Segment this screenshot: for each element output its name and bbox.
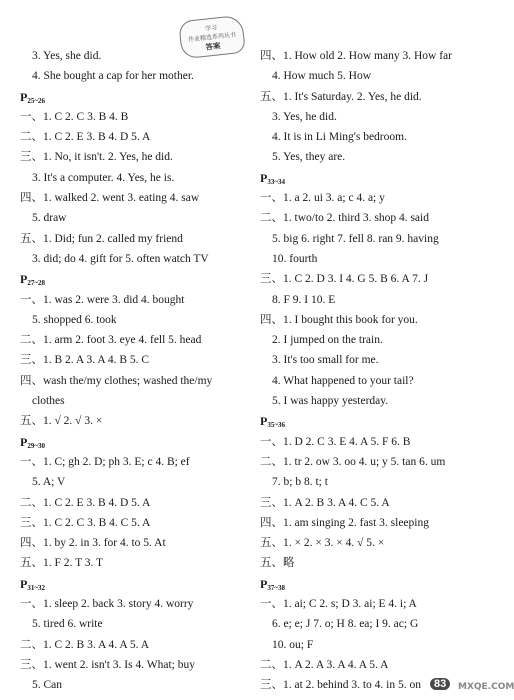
answer-line: 5. A; V bbox=[32, 476, 66, 489]
answer-line: 3. Yes, she did. bbox=[32, 50, 102, 62]
answer-line: 7. b; b 8. t; t bbox=[272, 476, 328, 489]
watermark: MXQE.COM bbox=[458, 682, 514, 692]
answer-line: 一、1. C 2. C 3. B 4. B bbox=[20, 110, 129, 123]
answer-line: 一、1. ai; C 2. s; D 3. ai; E 4. i; A bbox=[260, 598, 417, 611]
answer-line: 5. draw bbox=[32, 212, 67, 225]
answer-line: 二、1. C 2. E 3. B 4. D 5. A bbox=[20, 496, 151, 509]
answer-line: 4. It is in Li Ming's bedroom. bbox=[272, 131, 407, 144]
answer-line: 5. Yes, they are. bbox=[272, 151, 346, 164]
stamp-line-3: 答案 bbox=[205, 41, 221, 52]
answer-line: 2. I jumped on the train. bbox=[272, 334, 383, 347]
answer-line: 二、1. two/to 2. third 3. shop 4. said bbox=[260, 212, 429, 225]
section-page-range: 35~36 bbox=[267, 421, 285, 430]
answer-line: 四、1. by 2. in 3. for 4. to 5. At bbox=[20, 537, 166, 550]
section-heading bbox=[20, 574, 252, 594]
answer-line: 三、1. C 2. D 3. I 4. G 5. B 6. A 7. J bbox=[260, 273, 429, 286]
answer-line: 一、1. C; gh 2. D; ph 3. E; c 4. B; ef bbox=[20, 455, 190, 468]
section-page-range: 25~26 bbox=[27, 96, 45, 105]
answer-line: 10. fourth bbox=[272, 252, 318, 265]
answer-line: 二、1. A 2. A 3. A 4. A 5. A bbox=[260, 658, 389, 671]
section-heading bbox=[20, 432, 252, 452]
section-page-label: P bbox=[260, 576, 268, 591]
answer-line: 5. big 6. right 7. fell 8. ran 9. having bbox=[272, 232, 439, 245]
answer-line: 五、1. × 2. × 3. × 4. √ 5. × bbox=[260, 537, 385, 550]
answer-line: 5. shopped 6. took bbox=[32, 313, 117, 326]
answer-line: 一、1. D 2. C 3. E 4. A 5. F 6. B bbox=[260, 435, 411, 448]
answer-line: 一、1. was 2. were 3. did 4. bought bbox=[20, 293, 185, 306]
section-page-range: 31~32 bbox=[27, 583, 45, 592]
answer-line: 4. What happened to your tail? bbox=[272, 374, 414, 387]
answer-line: 3. Yes, he did. bbox=[272, 110, 337, 123]
answer-line: 三、1. No, it isn't. 2. Yes, he did. bbox=[20, 151, 173, 164]
answer-line: clothes bbox=[32, 395, 65, 408]
answer-line: 3. did; do 4. gift for 5. often watch TV bbox=[32, 252, 209, 265]
answer-line: 6. e; e; J 7. o; H 8. ea; I 9. ac; G bbox=[272, 618, 419, 631]
answer-line: 5. Can bbox=[32, 679, 63, 692]
section-page-label: P bbox=[20, 434, 28, 449]
section-page-label: P bbox=[20, 576, 28, 591]
answer-line: 二、1. arm 2. foot 3. eye 4. fell 5. head bbox=[20, 334, 202, 347]
right-column bbox=[260, 46, 492, 696]
answer-line: 3. It's too small for me. bbox=[272, 354, 379, 367]
answer-line: 五、略 bbox=[260, 557, 295, 570]
answer-line: 五、1. It's Saturday. 2. Yes, he did. bbox=[260, 90, 422, 103]
answer-line: 二、1. tr 2. ow 3. oo 4. u; y 5. tan 6. um bbox=[260, 455, 446, 468]
answer-line: 三、1. at 2. behind 3. to 4. in 5. on bbox=[260, 679, 421, 692]
section-page-range: 37~38 bbox=[267, 583, 285, 592]
section-heading bbox=[20, 87, 252, 107]
section-page-label: P bbox=[20, 89, 28, 104]
section-page-label: P bbox=[20, 272, 28, 287]
answer-line: 5. tired 6. write bbox=[32, 618, 103, 631]
answer-line: 二、1. C 2. E 3. B 4. D 5. A bbox=[20, 131, 151, 144]
answer-line: 四、1. am singing 2. fast 3. sleeping bbox=[260, 516, 429, 529]
section-heading bbox=[260, 574, 492, 594]
answer-line: 三、1. A 2. B 3. A 4. C 5. A bbox=[260, 496, 390, 509]
answer-line: 五、1. F 2. T 3. T bbox=[20, 557, 104, 570]
answer-line: 4. She bought a cap for her mother. bbox=[32, 70, 194, 83]
section-heading bbox=[20, 269, 252, 289]
section-page-range: 27~28 bbox=[27, 279, 45, 288]
answer-line: 3. It's a computer. 4. Yes, he is. bbox=[32, 171, 175, 184]
answer-line: 五、1. √ 2. √ 3. × bbox=[20, 415, 103, 428]
answer-line: 三、1. C 2. C 3. B 4. C 5. A bbox=[20, 516, 151, 529]
answer-line: 四、1. I bought this book for you. bbox=[260, 313, 418, 326]
answer-line: 三、1. went 2. isn't 3. Is 4. What; buy bbox=[20, 658, 195, 671]
section-heading bbox=[260, 168, 492, 188]
section-page-range: 29~30 bbox=[27, 441, 45, 450]
answer-line: 一、1. sleep 2. back 3. story 4. worry bbox=[20, 598, 194, 611]
answer-line: 5. I was happy yesterday. bbox=[272, 395, 389, 408]
answer-line: 四、wash the/my clothes; washed the/my bbox=[20, 374, 213, 387]
section-page-label: P bbox=[260, 414, 268, 429]
answer-line: 三、1. B 2. A 3. A 4. B 5. C bbox=[20, 354, 150, 367]
answer-line: 四、1. How old 2. How many 3. How far bbox=[260, 50, 452, 62]
left-column bbox=[20, 46, 252, 696]
stamp-line-1: 学习 bbox=[204, 24, 218, 33]
page-number: 83 bbox=[430, 678, 450, 690]
answer-line: 10. ou; F bbox=[272, 638, 314, 651]
answer-line: 4. How much 5. How bbox=[272, 70, 372, 83]
answer-line: 五、1. Did; fun 2. called my friend bbox=[20, 232, 183, 245]
section-heading bbox=[260, 411, 492, 431]
answer-line: 一、1. a 2. ui 3. a; c 4. a; y bbox=[260, 192, 385, 205]
section-page-label: P bbox=[260, 170, 268, 185]
answer-line: 二、1. C 2. B 3. A 4. A 5. A bbox=[20, 638, 150, 651]
answer-line: 四、1. walked 2. went 3. eating 4. saw bbox=[20, 192, 200, 205]
answer-line: 8. F 9. I 10. E bbox=[272, 293, 336, 306]
section-page-range: 33~34 bbox=[267, 177, 285, 186]
stamp-line-2: 作业精选系列丛书 bbox=[187, 31, 237, 44]
